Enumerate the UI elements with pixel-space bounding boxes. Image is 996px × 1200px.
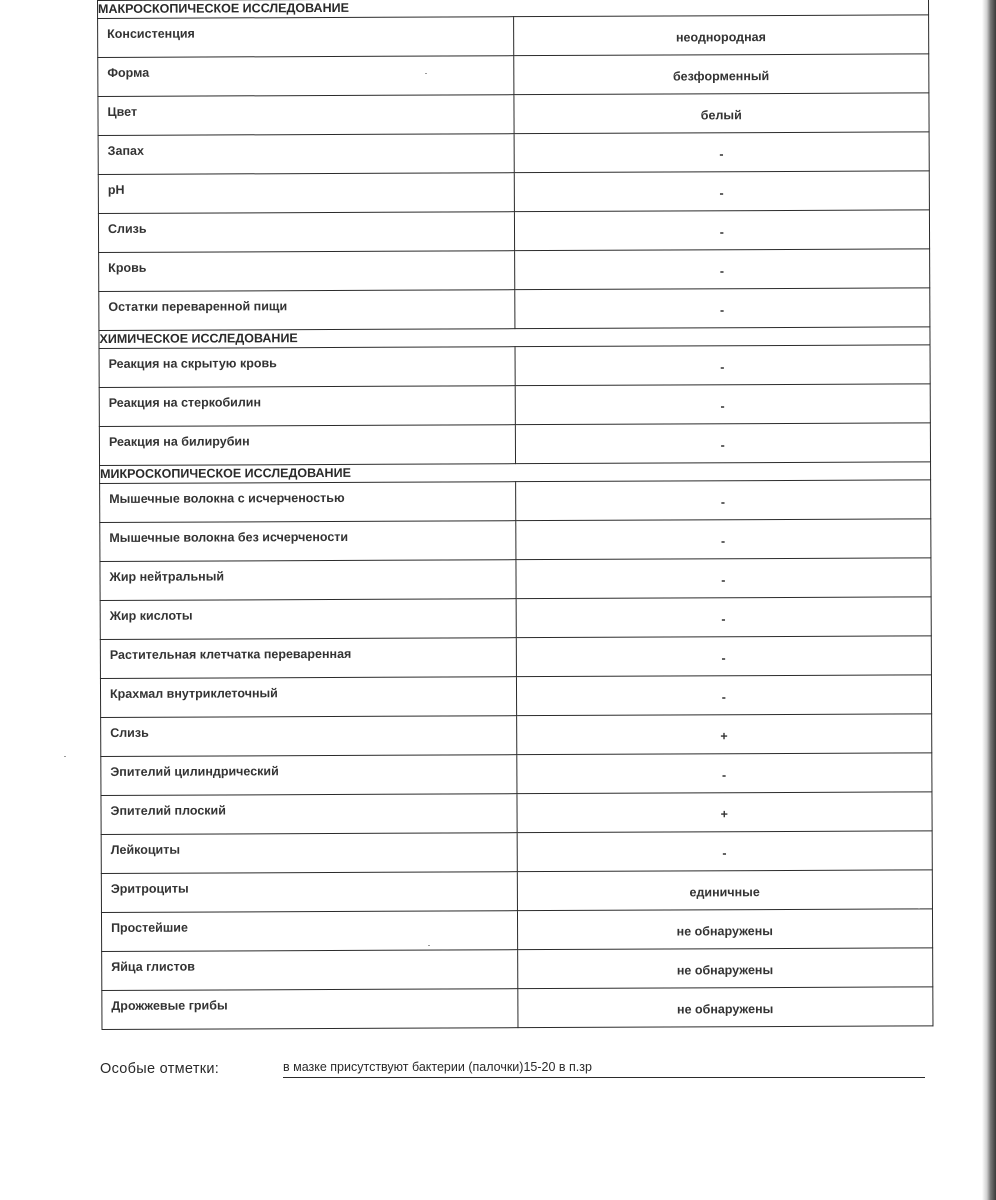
parameter-value: - xyxy=(515,423,931,464)
table-row xyxy=(99,288,930,331)
special-notes xyxy=(100,1059,926,1083)
table-row xyxy=(100,636,931,679)
scan-speck xyxy=(428,945,430,946)
table-row xyxy=(100,558,931,601)
parameter-name: Кровь xyxy=(99,251,515,292)
table-row xyxy=(102,948,933,991)
parameter-name: Слизь xyxy=(101,716,517,757)
table-row xyxy=(98,210,929,253)
parameter-name: Реакция на скрытую кровь xyxy=(99,347,515,388)
table-row xyxy=(98,93,929,136)
table-row xyxy=(101,792,932,835)
parameter-name: Реакция на билирубин xyxy=(99,425,515,466)
table-row xyxy=(100,519,931,562)
parameter-name: Растительная клетчатка переваренная xyxy=(100,638,516,679)
parameter-value: - xyxy=(515,384,931,425)
table-row xyxy=(98,132,929,175)
section-title: МАКРОСКОПИЧЕСКОЕ ИССЛЕДОВАНИЕ xyxy=(98,0,929,18)
stool-analysis-table xyxy=(97,0,933,1030)
table-row xyxy=(98,54,929,97)
parameter-name: Слизь xyxy=(98,212,514,253)
parameter-value: - xyxy=(515,345,931,386)
table-row xyxy=(100,480,931,523)
parameter-value: - xyxy=(515,519,931,560)
section-title: ХИМИЧЕСКОЕ ИССЛЕДОВАНИЕ xyxy=(99,327,930,349)
parameter-name: pH xyxy=(98,173,514,214)
scan-speck xyxy=(918,908,920,909)
table-row xyxy=(102,987,933,1030)
parameter-value: единичные xyxy=(517,870,933,911)
parameter-value: - xyxy=(514,171,930,212)
table-row xyxy=(101,831,932,874)
parameter-name: Жир нейтральный xyxy=(100,560,516,601)
parameter-name: Простейшие xyxy=(101,911,517,952)
scanner-edge-shadow xyxy=(982,0,996,1200)
parameter-value: - xyxy=(514,132,930,173)
parameter-value: - xyxy=(517,831,933,872)
parameter-value: - xyxy=(515,558,931,599)
table-row xyxy=(101,714,932,757)
table-row xyxy=(99,345,930,388)
parameter-value: - xyxy=(515,480,931,521)
table-row xyxy=(99,384,930,427)
parameter-value: - xyxy=(516,675,932,716)
parameter-value: + xyxy=(516,792,932,833)
table-row xyxy=(99,249,930,292)
parameter-value: неоднородная xyxy=(513,15,929,56)
parameter-name: Реакция на стеркобилин xyxy=(99,386,515,427)
parameter-value: не обнаружены xyxy=(517,987,933,1028)
parameter-name: Остатки переваренной пищи xyxy=(99,290,515,331)
parameter-value: не обнаружены xyxy=(517,948,933,989)
parameter-value: - xyxy=(516,636,932,677)
parameter-value: - xyxy=(516,753,932,794)
parameter-name: Мышечные волокна с исчерченостью xyxy=(100,482,516,523)
parameter-name: Консистенция xyxy=(98,17,514,58)
section-title: МИКРОСКОПИЧЕСКОЕ ИССЛЕДОВАНИЕ xyxy=(100,462,931,484)
table-row xyxy=(99,423,930,466)
parameter-name: Крахмал внутриклеточный xyxy=(100,677,516,718)
table-row xyxy=(101,870,932,913)
table-row xyxy=(100,597,931,640)
parameter-value: не обнаружены xyxy=(517,909,933,950)
parameter-name: Запах xyxy=(98,134,514,175)
parameter-name: Дрожжевые грибы xyxy=(102,989,518,1030)
parameter-name: Жир кислоты xyxy=(100,599,516,640)
parameter-name: Яйца глистов xyxy=(102,950,518,991)
parameter-name: Эпителий цилиндрический xyxy=(101,755,517,796)
table-row xyxy=(101,909,932,952)
special-notes-value: в мазке присутствуют бактерии (палочки)15-20 в п.зр xyxy=(283,1060,925,1078)
parameter-name: Эпителий плоский xyxy=(101,794,517,835)
parameter-value: + xyxy=(516,714,932,755)
parameter-value: безформенный xyxy=(513,54,929,95)
parameter-value: - xyxy=(514,288,930,329)
scan-speck xyxy=(425,73,427,74)
parameter-value: - xyxy=(514,249,930,290)
parameter-name: Эритроциты xyxy=(101,872,517,913)
parameter-name: Цвет xyxy=(98,95,514,136)
table-row xyxy=(101,753,932,796)
scan-speck xyxy=(64,756,66,757)
parameter-value: - xyxy=(514,210,930,251)
parameter-name: Лейкоциты xyxy=(101,833,517,874)
parameter-value: - xyxy=(516,597,932,638)
table-row xyxy=(100,675,931,718)
special-notes-label: Особые отметки: xyxy=(100,1061,220,1077)
lab-report-sheet xyxy=(97,0,933,1030)
table-row xyxy=(98,171,929,214)
parameter-value: белый xyxy=(513,93,929,134)
parameter-name: Мышечные волокна без исчерчености xyxy=(100,521,516,562)
parameter-name: Форма xyxy=(98,56,514,97)
table-row xyxy=(98,15,929,58)
